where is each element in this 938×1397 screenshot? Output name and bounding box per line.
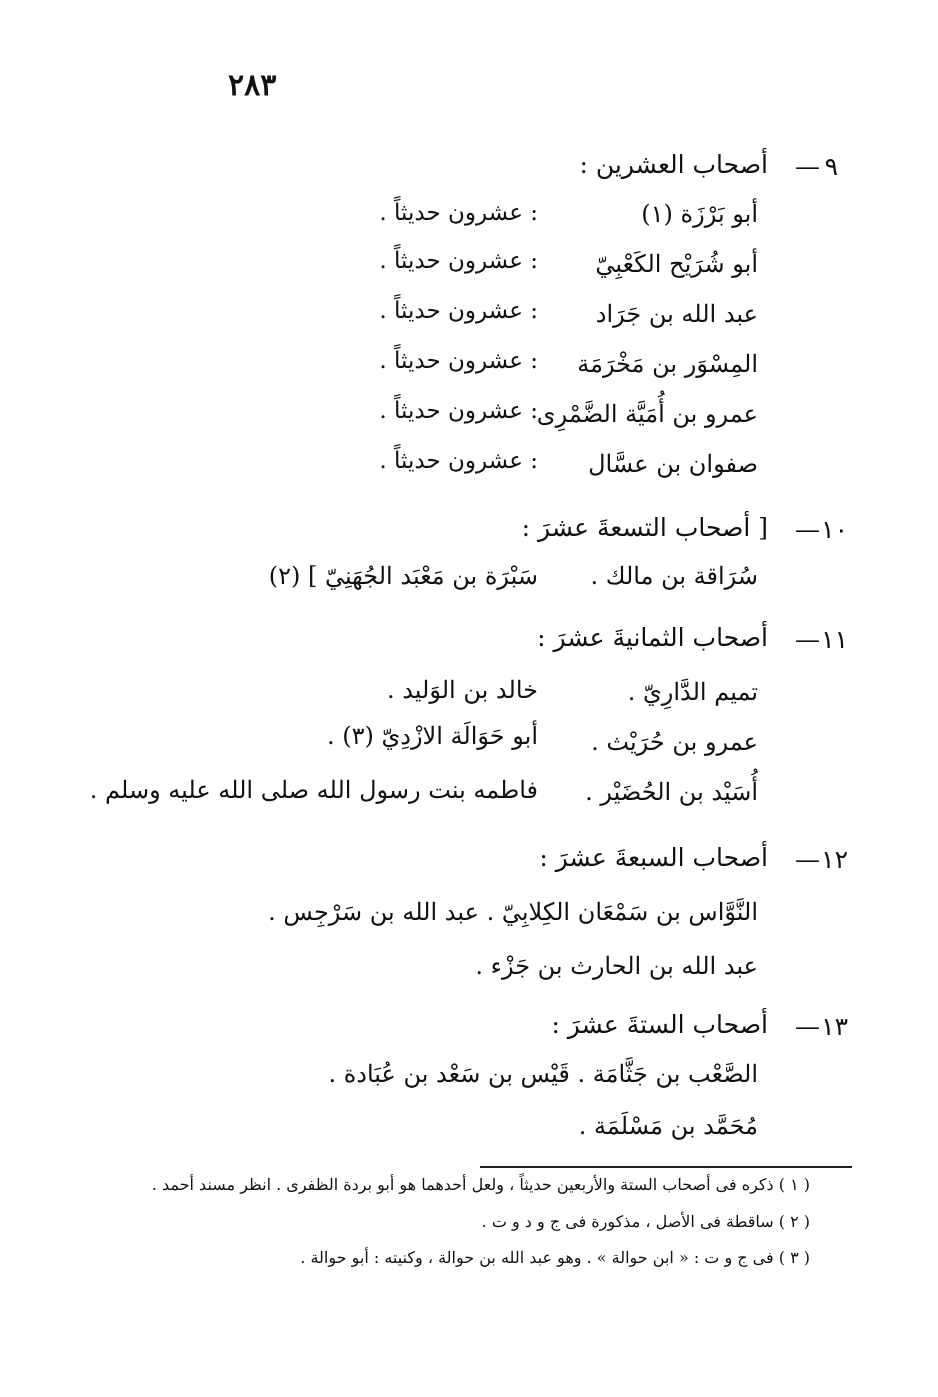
hadith-count: : عشرون حديثاً .	[379, 298, 538, 324]
footnote-2: ( ٢ ) ساقطة فى الأصل ، مذكورة فى ج و د و ت .	[481, 1212, 810, 1231]
hadith-count: : عشرون حديثاً .	[379, 200, 538, 226]
narrator-name: أبو بَرْزَة (١)	[641, 200, 758, 228]
section-dash: —	[795, 1012, 820, 1041]
section-dash: —	[795, 845, 820, 874]
section-12-heading: أصحاب السبعةَ عشرَ :	[539, 843, 768, 872]
section-12-number: ١٢	[821, 845, 848, 874]
section-11-heading: أصحاب الثمانيةَ عشرَ :	[537, 623, 768, 652]
narrator-name: سَبْرَة بن مَعْبَد الجُهَنِيّ ] (٢)	[268, 562, 538, 590]
section-11-number: ١١	[821, 625, 848, 654]
footnote-1: ( ١ ) ذكره فى أصحاب الستة والأربعين حديثاً ، ولعل أحدهما هو أبو بردة الظفرى . انظر مسند أحمد .	[151, 1175, 810, 1194]
narrator-line: عبد الله بن الحارث بن جَزْء .	[475, 952, 758, 980]
page-number: ٢٨٣	[228, 68, 277, 103]
narrator-name: فاطمه بنت رسول الله صلى الله عليه وسلم .	[89, 776, 538, 804]
narrator-name: صفوان بن عسَّال	[588, 450, 758, 478]
section-13-number: ١٣	[821, 1012, 848, 1041]
hadith-count: : عشرون حديثاً .	[379, 248, 538, 274]
narrator-name: خالد بن الوَليد .	[386, 676, 538, 704]
section-dash: —	[795, 515, 820, 544]
section-dash: —	[795, 625, 820, 654]
narrator-line: النَّوَّاس بن سَمْعَان الكِلابِيّ . عبد الله بن سَرْجِس .	[268, 898, 758, 926]
section-9-heading: أصحاب العشرين :	[579, 150, 768, 179]
narrator-name: تميم الدَّارِيّ .	[627, 678, 758, 706]
narrator-name: أبو شُرَيْح الكَعْبِيّ	[595, 250, 758, 278]
footnote-3: ( ٣ ) فى ج و ت : « ابن حوالة » . وهو عبد الله بن حوالة ، وكنيته : أبو حوالة .	[300, 1248, 810, 1267]
narrator-name: عبد الله بن جَرَاد	[595, 300, 758, 328]
section-10-number: ١٠	[821, 515, 848, 544]
narrator-name: سُرَاقة بن مالك .	[590, 562, 758, 590]
footnote-divider	[480, 1166, 852, 1168]
hadith-count: : عشرون حديثاً .	[379, 398, 538, 424]
section-dash: —	[795, 152, 820, 181]
section-13-heading: أصحاب الستةَ عشرَ :	[551, 1010, 768, 1039]
narrator-name: عمرو بن أُمَيَّة الضَّمْرِى	[536, 400, 758, 428]
section-9-number: ٩	[824, 152, 838, 181]
section-10-heading: [ أصحاب التسعةَ عشرَ :	[521, 513, 768, 542]
hadith-count: : عشرون حديثاً .	[379, 348, 538, 374]
narrator-name: المِسْوَر بن مَخْرَمَة	[577, 350, 758, 378]
hadith-count: : عشرون حديثاً .	[379, 448, 538, 474]
narrator-name: عمرو بن حُرَيْث .	[591, 728, 758, 756]
narrator-name: أُسَيْد بن الحُضَيْر .	[585, 778, 758, 806]
narrator-line: مُحَمَّد بن مَسْلَمَة .	[578, 1112, 758, 1140]
narrator-line: الصَّعْب بن جَثَّامَة . قَيْس بن سَعْد بن عُبَادة .	[328, 1060, 758, 1088]
narrator-name: أبو حَوَالَة الازْدِيّ (٣) .	[326, 722, 538, 750]
